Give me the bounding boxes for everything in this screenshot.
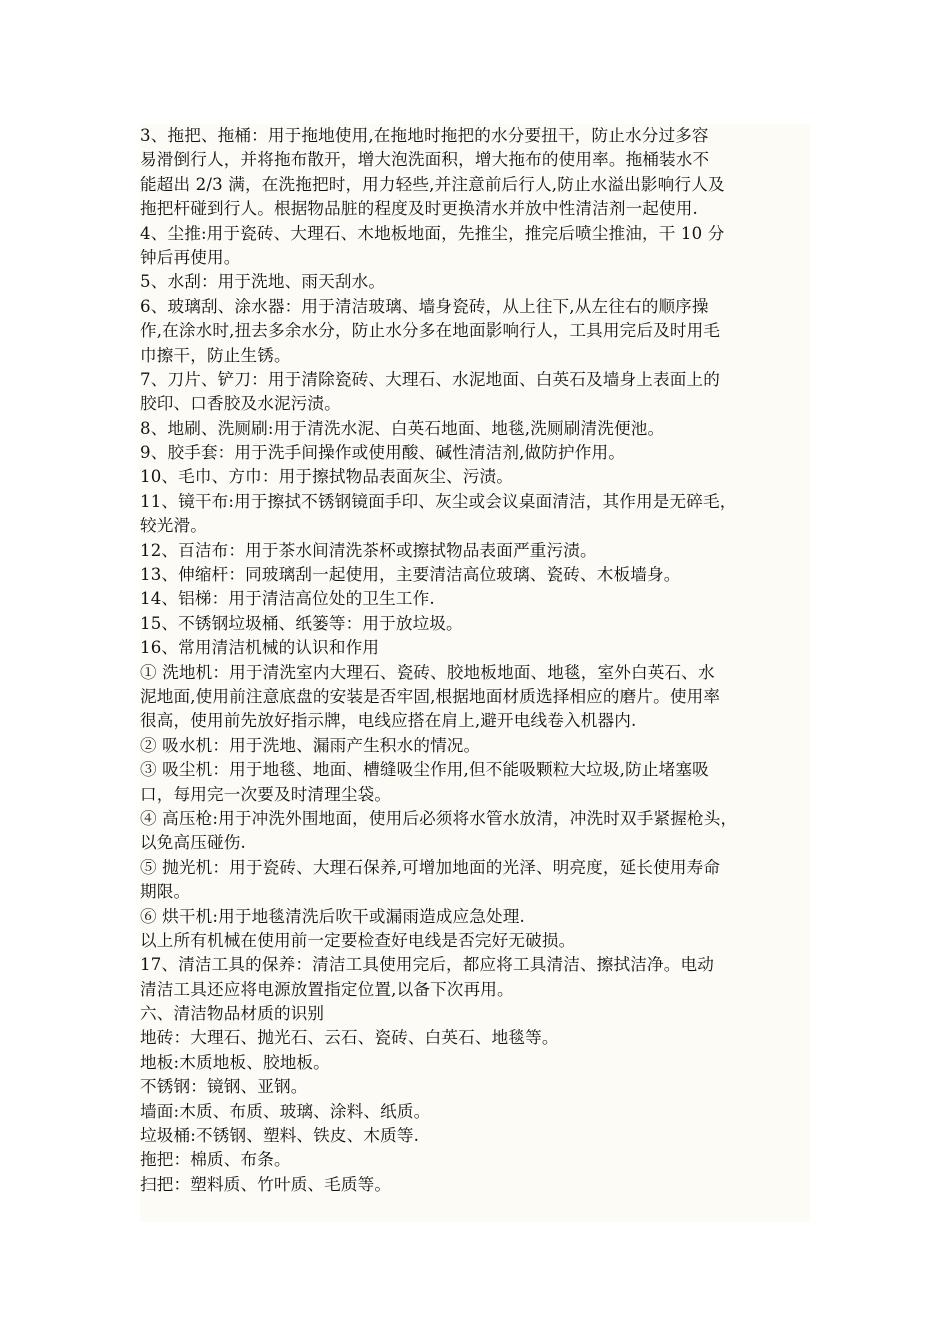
text-line: 12、百洁布：用于茶水间清洗茶杯或擦拭物品表面严重污渍。 [140,540,597,560]
text-line: ⑤ 抛光机：用于瓷砖、大理石保养,可增加地面的光泽、明亮度，延长使用寿命 [140,857,721,877]
text-line: 7、刀片、铲刀：用于清除瓷砖、大理石、水泥地面、白英石及墙身上表面上的 [140,369,720,389]
text-line: 10、毛巾、方巾：用于擦拭物品表面灰尘、污渍。 [140,467,514,487]
text-line: 墙面:木质、布质、玻璃、涂料、纸质。 [140,1101,431,1121]
text-line: 9、胶手套：用于洗手间操作或使用酸、碱性清洁剂,做防护作用。 [140,443,625,463]
text-line: 能超出 2/3 满，在洗拖把时，用力轻些,并注意前后行人,防止水溢出影响行人及 [140,174,725,194]
text-line: ⑥ 烘干机:用于地毯清洗后吹干或漏雨造成应急处理. [140,906,525,926]
document-text-block [140,124,810,1222]
text-line: 不锈钢：镜钢、亚钢。 [140,1077,308,1097]
text-line: 3、拖把、拖桶：用于拖地使用,在拖地时拖把的水分要扭干，防止水分过多容 [140,126,709,145]
text-line: 较光滑。 [140,516,207,536]
text-line: 15、不锈钢垃圾桶、纸篓等：用于放垃圾。 [140,613,463,633]
text-line: 钟后再使用。 [140,247,241,267]
text-line: 垃圾桶:不锈钢、塑料、铁皮、木质等. [140,1126,420,1146]
text-line: 六、清洁物品材质的识别 [140,1004,325,1024]
text-line: 扫把：塑料质、竹叶质、毛质等。 [140,1174,392,1194]
text-line: 期限。 [140,882,191,902]
text-line: 13、伸缩杆：同玻璃刮一起使用，主要清洁高位玻璃、瓷砖、木板墙身。 [140,565,681,585]
text-line: 11、镜干布:用于擦拭不锈钢镜面手印、灰尘或会议桌面清洁，其作用是无碎毛， [140,491,737,511]
text-line: ③ 吸尘机：用于地毯、地面、槽缝吸尘作用,但不能吸颗粒大垃圾,防止堵塞吸 [140,760,709,780]
text-line: 清洁工具还应将电源放置指定位置,以备下次再用。 [140,979,514,999]
text-line: 4、尘推:用于瓷砖、大理石、木地板地面，先推尘，推完后喷尘推油，干 10 分 [140,223,725,243]
text-line: 胶印、口香胶及水泥污渍。 [140,394,341,414]
text-line: 拖把：棉质、布条。 [140,1150,291,1170]
text-line: 16、常用清洁机械的认识和作用 [140,638,380,658]
text-line: ④ 高压枪:用于冲洗外围地面，使用后必须将水管水放清，冲洗时双手紧握枪头， [140,808,738,828]
text-line: 8、地刷、洗厕刷:用于清洗水泥、白英石地面、地毯,洗厕刷清洗便池。 [140,418,665,438]
text-line: 14、铝梯：用于清洁高位处的卫生工作. [140,589,435,609]
text-line: 很高，使用前先放好指示牌，电线应搭在肩上,避开电线卷入机器内. [140,711,637,731]
text-line: 17、清洁工具的保养：清洁工具使用完后，都应将工具清洁、擦拭洁净。电动 [140,955,714,975]
text-line: 泥地面,使用前注意底盘的安装是否牢固,根据地面材质选择相应的磨片。使用率 [140,686,721,706]
text-line: 地砖：大理石、抛光石、云石、瓷砖、白英石、地毯等。 [140,1028,559,1048]
text-line: 口，每用完一次要及时清理尘袋。 [140,784,392,804]
text-line: ② 吸水机：用于洗地、漏雨产生积水的情况。 [140,735,481,755]
text-line: 易滑倒行人，并将拖布散开，增大泡洗面积，增大拖布的使用率。拖桶装水不 [140,150,710,170]
text-line: 以上所有机械在使用前一定要检查好电线是否完好无破损。 [140,930,576,950]
text-line: 5、水刮：用于洗地、雨天刮水。 [140,272,386,292]
text-line: 作,在涂水时,扭去多余水分，防止水分多在地面影响行人，工具用完后及时用毛 [140,321,721,341]
text-line: 地板:木质地板、胶地板。 [140,1052,330,1072]
text-line: 以免高压碰伤. [140,833,246,853]
text-line: 拖把杆碰到行人。根据物品脏的程度及时更换清水并放中性清洁剂一起使用. [140,199,698,219]
text-line: ① 洗地机：用于清洗室内大理石、瓷砖、胶地板地面、地毯，室外白英石、水 [140,662,715,682]
text-line: 巾擦干，防止生锈。 [140,345,291,365]
text-line: 6、玻璃刮、涂水器：用于清洁玻璃、墙身瓷砖，从上往下,从左往右的顺序操 [140,296,709,316]
